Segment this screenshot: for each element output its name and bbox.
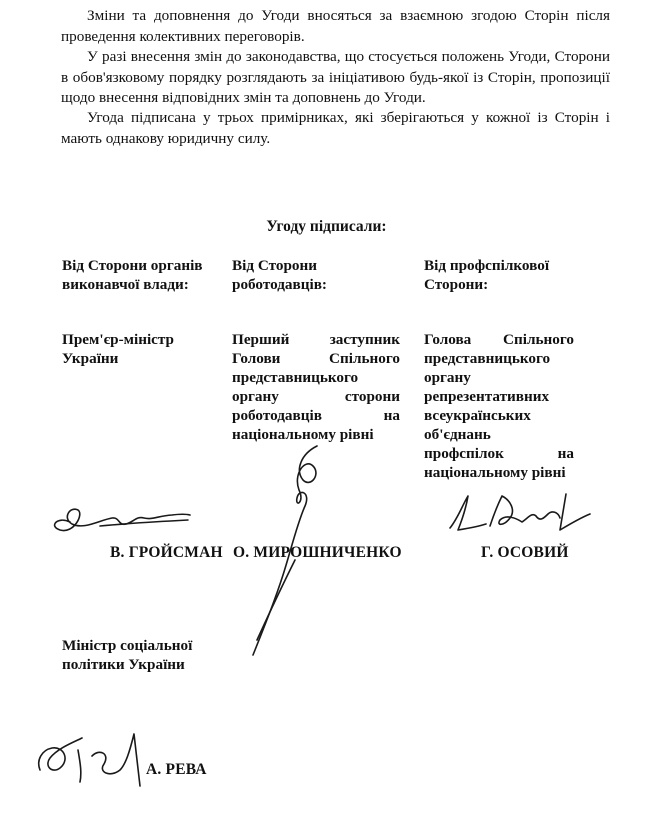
signatures-heading: Угоду підписали: (266, 218, 387, 235)
paragraph-copies-text: Угода підписана у трьох примірниках, які зберігаються у кожної із Сторін і мають однакову юридичну силу. (61, 109, 610, 147)
party-unions-side: Від профспілкової Сторони: (424, 257, 550, 293)
reva-signature (30, 720, 150, 790)
groysman-signature (40, 500, 200, 545)
minister-position: Міністр соціальної політики України (62, 637, 193, 673)
miroshnichenko-name: О. МИРОШНИЧЕНКО (233, 544, 402, 561)
osovyi-name: Г. ОСОВИЙ (481, 544, 569, 561)
paragraph-amendments-text: Зміни та доповнення до Угоди вносяться за взаємною згодою Сторін після проведення колективних переговорів. (61, 7, 610, 45)
party-government-position: Прем'єр-міністр України (62, 331, 175, 367)
osovyi-signature (440, 488, 600, 538)
paragraph-legislation-changes-text: У разі внесення змін до законодавства, що стосується положень Угоди, Сторони в обов'язковому порядку розглядають за ініціативою будь-якої із Сторін, пропозиції щодо внесення відповідних змін та доповнень до Угоди. (61, 48, 610, 106)
paragraph-amendments (61, 6, 610, 47)
party-employers-side: Від Сторони роботодавців: (232, 257, 327, 293)
party-employers-position: Перший заступник Голови Спільного представницького органу сторони роботодавців на національному рівні (232, 331, 400, 443)
party-government-side: Від Сторони органів виконавчої влади: (62, 257, 203, 293)
paragraph-copies (61, 108, 610, 149)
reva-name: А. РЕВА (146, 761, 207, 778)
paragraph-legislation-changes (61, 47, 610, 109)
groysman-name: В. ГРОЙСМАН (110, 544, 223, 561)
party-unions-position: Голова Спільного представницького органу репрезентативних всеукраїнських об'єднань профспілок на національному рівні (424, 331, 574, 481)
